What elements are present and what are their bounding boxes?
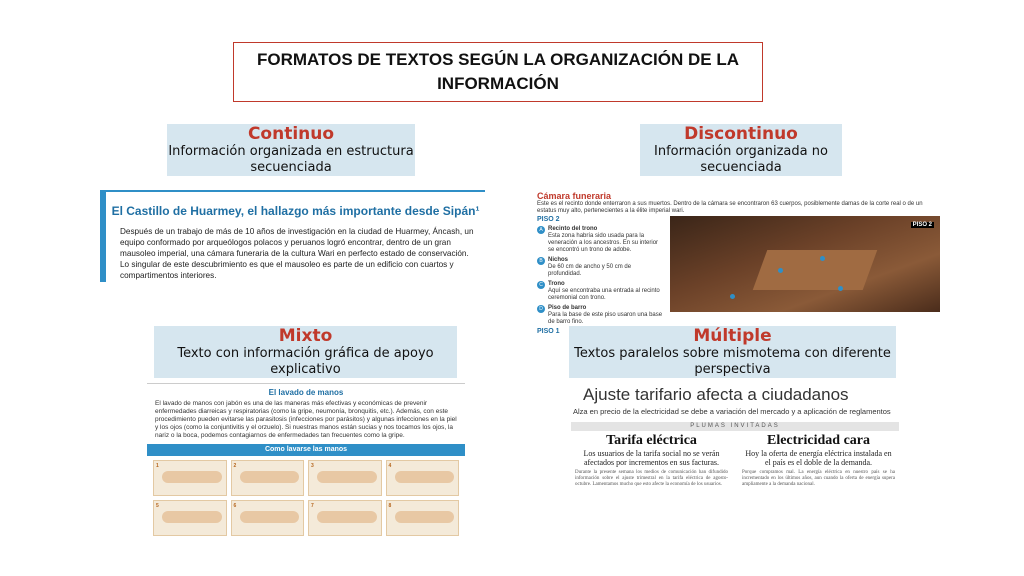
step-number: 6 [233,503,237,509]
room-piso2-label: PISO 2 [912,222,932,228]
handwash-step [308,460,382,496]
opinion-column [742,433,895,488]
discontinuo-legend [537,216,665,335]
hands-icon [162,511,222,523]
hands-icon [395,511,455,523]
column-heading: Tarifa eléctrica [606,433,697,448]
opinion-columns [565,431,905,488]
handwash-steps-grid [147,456,465,540]
handwash-step [386,460,460,496]
category-continuo [167,124,415,176]
column-text: Porque compramos mal. La energía eléctrica en nuestro país se ha incrementado en los últimos años, aun cuando la oferta de energía supera ampliamente a la demanda nacional. [742,470,895,487]
mixto-example-panel [147,383,465,533]
burial-chamber-illustration [670,216,940,312]
category-mixto-desc: Texto con información gráfica de apoyo explicativo [177,346,434,377]
room-marker-icon [730,294,735,299]
hands-icon [317,471,377,483]
marker-c-icon: C [537,281,545,289]
step-number: 2 [233,463,237,469]
room-marker-icon [838,286,843,291]
legend-item-text: Esta zona habría sido usada para la veneración a los ancestros. En su interior se encontró un trono de adobe. [548,233,659,253]
category-continuo-desc: Información organizada en estructura secuenciada [168,144,414,175]
mixto-title: El lavado de manos [268,388,344,397]
legend-item-text: Para la base de este piso usaron una base de barro fino. [548,312,663,325]
hands-icon [162,471,222,483]
category-multiple [569,326,896,378]
mixto-body: El lavado de manos con jabón es una de las maneras más efectivas y económicas de prevenir enfermedades diarreicas y respiratorias (como la gripe, neumonía, bronquitis, etc.). Además, con este procedimiento pueden evitarse las parasitosis (infecciones por parásitos) y algunas infecciones en la piel y los ojos (como la conjuntivitis y el orzuelo). Si nuestras manos están sucias y nos tocamos los ojos, la nariz o la boca, podemos contagiarnos de enfermedades tan frecuentes como la gripe. [155,400,457,439]
legend-item-name: Trono [548,281,565,287]
legend-item [537,281,665,302]
legend-item-text: Aquí se encontraba una entrada al recinto ceremonial con trono. [548,288,660,301]
piso1-label: PISO 1 [537,328,560,335]
handwash-step [231,500,305,536]
category-discontinuo [640,124,842,176]
category-discontinuo-desc: Información organizada no secuenciada [654,144,828,175]
mixto-steps-band: Como lavarse las manos [147,444,465,456]
marker-b-icon: B [537,257,545,265]
handwash-step [153,460,227,496]
hands-icon [317,511,377,523]
multiple-example-panel [565,383,905,533]
continuo-article-body: Después de un trabajo de más de 10 años de investigación en la ciudad de Huarmey, Áncash, un equipo conformado por arqueólogos polacos y peruanos logró encontrar, dentro de un gran mausoleo imperial, una cámara funeraria de la cultura Wari en perfecto estado de conservación. Lo singular de este descubrimiento es que el mausoleo es parte de un edificio con cuartos y compartimentos interiores. [120,227,474,280]
hands-icon [395,471,455,483]
main-title-box [233,42,763,102]
legend-item [537,226,665,254]
category-discontinuo-heading: Discontinuo [684,124,798,144]
legend-item-name: Piso de barro [548,305,587,311]
handwash-step [308,500,382,536]
continuo-example-panel [100,190,485,282]
category-mixto [154,326,457,378]
main-title: FORMATOS DE TEXTOS SEGÚN LA ORGANIZACIÓN DE LA INFORMACIÓN [256,50,739,93]
step-number: 7 [311,503,314,509]
piso2-label: PISO 2 [537,216,560,223]
column-summary: Los usuarios de la tarifa social no se verán afectados por incrementos en sus facturas. [583,449,720,467]
marker-a-icon: A [537,226,545,234]
room-marker-icon [778,268,783,273]
category-multiple-heading: Múltiple [693,326,772,346]
category-continuo-heading: Continuo [247,124,335,144]
throne-platform [753,250,878,290]
step-number: 5 [156,503,159,509]
discontinuo-example-panel [535,188,943,335]
category-mixto-heading: Mixto [278,326,333,346]
legend-item-text: De 60 cm de ancho y 50 cm de profundidad. [548,264,632,277]
step-number: 3 [311,463,314,469]
legend-item-name: Recinto del trono [548,226,598,232]
multiple-headline: Ajuste tarifario afecta a ciudadanos [583,385,849,404]
hands-icon [240,511,300,523]
handwash-step [231,460,305,496]
handwash-step [153,500,227,536]
legend-item [537,257,665,278]
marker-d-icon: D [537,305,545,313]
hands-icon [240,471,300,483]
legend-item [537,305,665,326]
room-marker-icon [820,256,825,261]
column-summary: Hoy la oferta de energía eléctrica instalada en el país es el doble de la demanda. [745,449,892,467]
handwash-step [386,500,460,536]
legend-item-name: Nichos [548,257,569,263]
multiple-subheadline: Alza en precio de la electricidad se debe a variación del mercado y a aplicación de reglamentos [573,407,891,416]
step-number: 8 [388,503,392,509]
category-multiple-desc: Textos paralelos sobre mismotema con diferente perspectiva [574,346,891,377]
plumas-invitadas-bar: PLUMAS INVITADAS [571,422,899,431]
column-text: Durante la presente semana los medios de comunicación han difundido información sobre el ajuste trimestral en la tarifa eléctrica de agosto-octubre. Lamentamos mucho que esto afecte la economía de los usuarios. [575,470,728,487]
column-heading: Electricidad cara [766,433,871,448]
step-number: 4 [388,463,392,469]
discontinuo-intro: Este es el recinto donde enterraron a sus muertos. Dentro de la cámara se encontraron 63 cuerpos, posiblemente damas de la corte real o de un estatus muy alto, pertenecientes a la élite imperial wari. [537,201,923,214]
opinion-column [575,433,728,488]
discontinuo-title: Cámara funeraria [537,191,612,201]
continuo-article-title: El Castillo de Huarmey, el hallazgo más importante desde Sipán¹ [111,204,480,218]
step-number: 1 [156,463,159,469]
